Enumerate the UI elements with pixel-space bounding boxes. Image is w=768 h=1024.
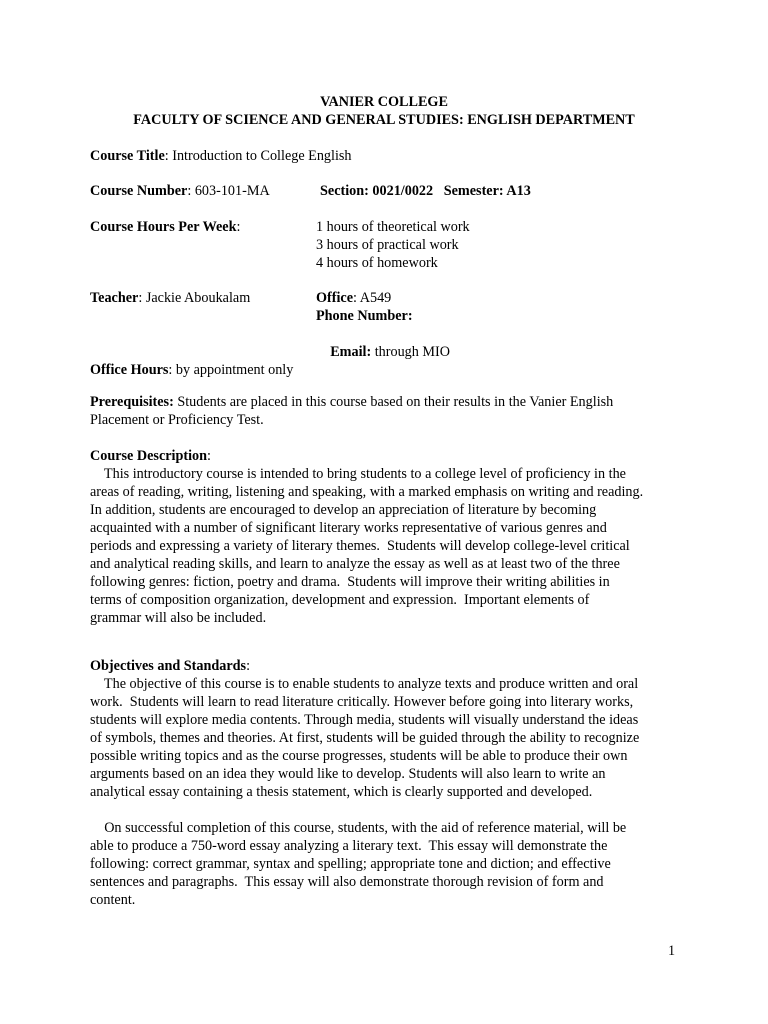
description-line: periods and expressing a variety of literary themes. Students will develop college-level critical	[90, 538, 630, 554]
description-line: This introductory course is intended to bring students to a college level of proficiency in the	[90, 466, 626, 482]
teacher-line	[90, 289, 250, 307]
description-line: following genres: fiction, poetry and drama. Students will improve their writing abilities in	[90, 574, 610, 590]
description-line: grammar will also be included.	[90, 610, 267, 626]
email-line	[316, 325, 450, 379]
description-line: terms of composition organization, development and expression. Important elements of	[90, 592, 590, 608]
faculty-title: FACULTY OF SCIENCE AND GENERAL STUDIES: ENGLISH DEPARTMENT	[133, 112, 635, 128]
office-label: Office	[316, 290, 354, 306]
teacher-value: : Jackie Aboukalam	[138, 290, 251, 306]
teacher-label: Teacher	[90, 290, 139, 306]
course-number-line	[90, 182, 270, 200]
course-title-label: Course Title	[90, 148, 165, 164]
office-value: : A549	[353, 290, 392, 306]
objectives-line: The objective of this course is to enable students to analyze texts and produce written and oral	[90, 676, 639, 692]
office-line	[316, 289, 391, 307]
office-hours-line	[90, 361, 293, 379]
completion-line: content.	[90, 892, 136, 908]
prerequisites-line: Placement or Proficiency Test.	[90, 412, 264, 428]
course-hours-label: Course Hours Per Week	[90, 219, 237, 235]
description-heading-colon: :	[207, 448, 211, 464]
completion-paragraph	[90, 819, 690, 909]
email-label: Email:	[330, 344, 372, 360]
description-heading: Course Description	[90, 448, 208, 464]
objectives-line: work. Students will learn to read literature critically. However before going into literary works,	[90, 694, 634, 710]
description-line: In addition, students are encouraged to develop an appreciation of literature by becoming	[90, 502, 597, 518]
course-title-value: : Introduction to College English	[164, 148, 352, 164]
hours-item: 4 hours of homework	[316, 255, 438, 271]
completion-line: On successful completion of this course, students, with the aid of reference material, will be	[90, 820, 627, 836]
description-line: areas of reading, writing, listening and speaking, with a marked emphasis on writing and reading.	[90, 484, 644, 500]
objectives-line: arguments based on an idea they would like to develop. Students will also learn to write an	[90, 766, 606, 782]
hours-item: 3 hours of practical work	[316, 237, 459, 253]
course-number-label: Course Number	[90, 183, 188, 199]
college-name: VANIER COLLEGE	[320, 94, 448, 110]
completion-line: able to produce a 750-word essay analyzing a literary text. This essay will demonstrate the	[90, 838, 608, 854]
section-semester: Section: 0021/0022 Semester: A13	[320, 183, 531, 199]
objectives-line: of symbols, themes and theories. At first, students will be guided through the ability to recognize	[90, 730, 640, 746]
objectives-line: analytical essay containing a thesis statement, which is clearly supported and developed.	[90, 784, 593, 800]
email-value: through MIO	[371, 344, 450, 360]
completion-line: following: correct grammar, syntax and spelling; appropriate tone and diction; and effective	[90, 856, 611, 872]
office-hours-value: : by appointment only	[168, 362, 294, 378]
description-line: acquainted with a number of significant literary works representative of various genres and	[90, 520, 607, 536]
office-hours-label: Office Hours	[90, 362, 169, 378]
course-hours-line	[90, 218, 240, 236]
course-description	[90, 447, 690, 627]
objectives-heading: Objectives and Standards	[90, 658, 247, 674]
objectives-section	[90, 657, 690, 801]
completion-line: sentences and paragraphs. This essay will also demonstrate thorough revision of form and	[90, 874, 604, 890]
objectives-line: possible writing topics and as the course progresses, students will be able to produce their own	[90, 748, 628, 764]
objectives-line: students will explore media contents. Through media, students will visually understand the ideas	[90, 712, 639, 728]
description-line: and analytical reading skills, and learn to analyze the essay as well as at least two of the three	[90, 556, 620, 572]
prerequisites-line: Students are placed in this course based on their results in the Vanier English	[173, 394, 614, 410]
page-number: 1	[668, 943, 676, 959]
phone-label: Phone Number:	[316, 308, 413, 324]
prerequisites-label: Prerequisites:	[90, 394, 174, 410]
objectives-heading-colon: :	[246, 658, 251, 674]
course-number-value: : 603-101-MA	[187, 183, 270, 199]
hours-item: 1 hours of theoretical work	[316, 219, 470, 235]
course-hours-colon: :	[236, 219, 241, 235]
course-title-line	[90, 147, 352, 165]
prerequisites-paragraph	[90, 393, 690, 429]
